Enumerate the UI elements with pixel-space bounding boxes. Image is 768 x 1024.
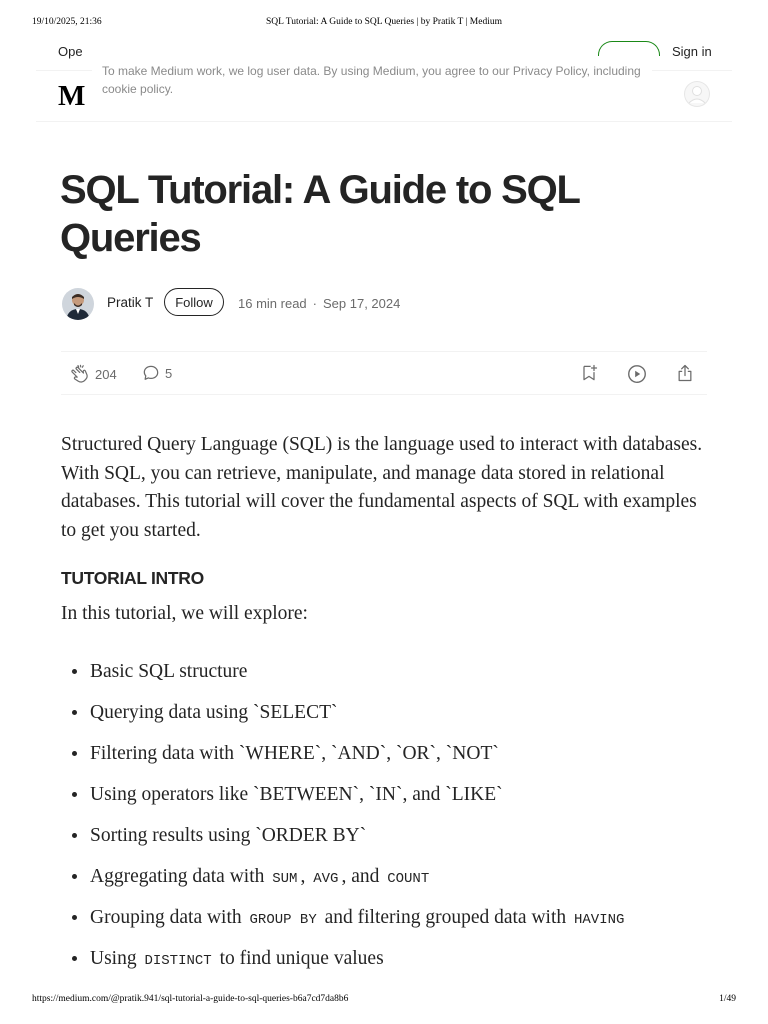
user-avatar-icon[interactable] xyxy=(684,81,710,107)
intro-paragraph: Structured Query Language (SQL) is the language used to interact with databases. With SQL, you can retrieve, manipulate, and manage data stored in relational databases. This tutorial will cover the fundamental aspects of SQL with examples to get you started. xyxy=(61,434,703,541)
inline-code: DISTINCT xyxy=(144,953,212,969)
responses-button[interactable] xyxy=(141,363,172,383)
list-item-text: Aggregating data with xyxy=(90,866,265,887)
save-bookmark-button[interactable] xyxy=(579,363,599,383)
follow-button[interactable]: Follow xyxy=(164,288,224,316)
list-item-text: Using operators like `BETWEEN`, `IN`, and `LIKE` xyxy=(90,784,503,805)
tutorial-topics-list xyxy=(61,655,721,983)
list-item-text: Using xyxy=(90,948,137,969)
clap-icon xyxy=(69,363,91,385)
medium-logo-icon[interactable]: M xyxy=(58,80,86,112)
open-app-link[interactable]: Ope xyxy=(58,44,83,59)
inline-code: GROUP BY xyxy=(249,912,317,928)
list-item xyxy=(61,778,721,819)
inline-code: COUNT xyxy=(387,871,430,887)
publish-date: Sep 17, 2024 xyxy=(323,296,401,311)
print-datetime: 19/10/2025, 21:36 xyxy=(32,17,102,27)
list-item xyxy=(61,860,721,901)
list-item xyxy=(61,696,721,737)
inline-code: AVG xyxy=(313,871,339,887)
list-item xyxy=(61,819,721,860)
cookie-consent-banner xyxy=(92,58,652,102)
list-item-text: Sorting results using `ORDER BY` xyxy=(90,825,367,846)
clap-button[interactable] xyxy=(69,363,117,385)
sign-up-button[interactable] xyxy=(598,41,660,56)
article-action-bar xyxy=(61,351,707,395)
list-item xyxy=(61,942,721,983)
listen-play-icon xyxy=(626,363,648,385)
response-count: 5 xyxy=(165,365,173,381)
share-icon xyxy=(675,363,695,383)
print-page-number: 1/49 xyxy=(719,994,736,1004)
bookmark-icon xyxy=(579,363,599,383)
list-item-text: and filtering grouped data with xyxy=(324,907,567,928)
list-item-text: Querying data using `SELECT` xyxy=(90,702,338,723)
inline-code: SUM xyxy=(272,871,298,887)
sign-in-link[interactable]: Sign in xyxy=(672,44,712,59)
author-name[interactable]: Pratik T xyxy=(107,295,154,310)
list-item xyxy=(61,737,721,778)
list-item-text: , and xyxy=(341,866,380,887)
listen-button[interactable] xyxy=(626,363,648,385)
cookie-banner-text: To make Medium work, we log user data. By using Medium, you agree to our Privacy Policy, including cookie policy. xyxy=(102,64,641,96)
comment-icon xyxy=(141,363,161,383)
explore-paragraph: In this tutorial, we will explore: xyxy=(61,603,308,624)
print-url: https://medium.com/@pratik.941/sql-tutorial-a-guide-to-sql-queries-b6a7cd7da8b6 xyxy=(32,994,349,1004)
print-header xyxy=(0,17,768,31)
article-meta xyxy=(238,296,400,311)
print-page-title: SQL Tutorial: A Guide to SQL Queries | by Pratik T | Medium xyxy=(265,17,503,27)
share-button[interactable] xyxy=(675,363,695,383)
list-item-text: , xyxy=(300,866,306,887)
section-heading-tutorial-intro: TUTORIAL INTRO xyxy=(61,568,204,588)
article-title: SQL Tutorial: A Guide to SQL Queries xyxy=(60,168,579,260)
clap-count: 204 xyxy=(95,366,117,382)
meta-separator: · xyxy=(312,296,317,311)
list-item-text: Basic SQL structure xyxy=(90,661,248,682)
author-avatar[interactable] xyxy=(62,288,94,320)
list-item-text: Grouping data with xyxy=(90,907,242,928)
author-row xyxy=(62,288,662,320)
read-time: 16 min read xyxy=(238,296,307,311)
list-item xyxy=(61,655,721,696)
list-item-text: Filtering data with `WHERE`, `AND`, `OR`, `NOT` xyxy=(90,743,499,764)
list-item-text: to find unique values xyxy=(219,948,384,969)
inline-code: HAVING xyxy=(574,912,625,928)
list-item xyxy=(61,901,721,942)
